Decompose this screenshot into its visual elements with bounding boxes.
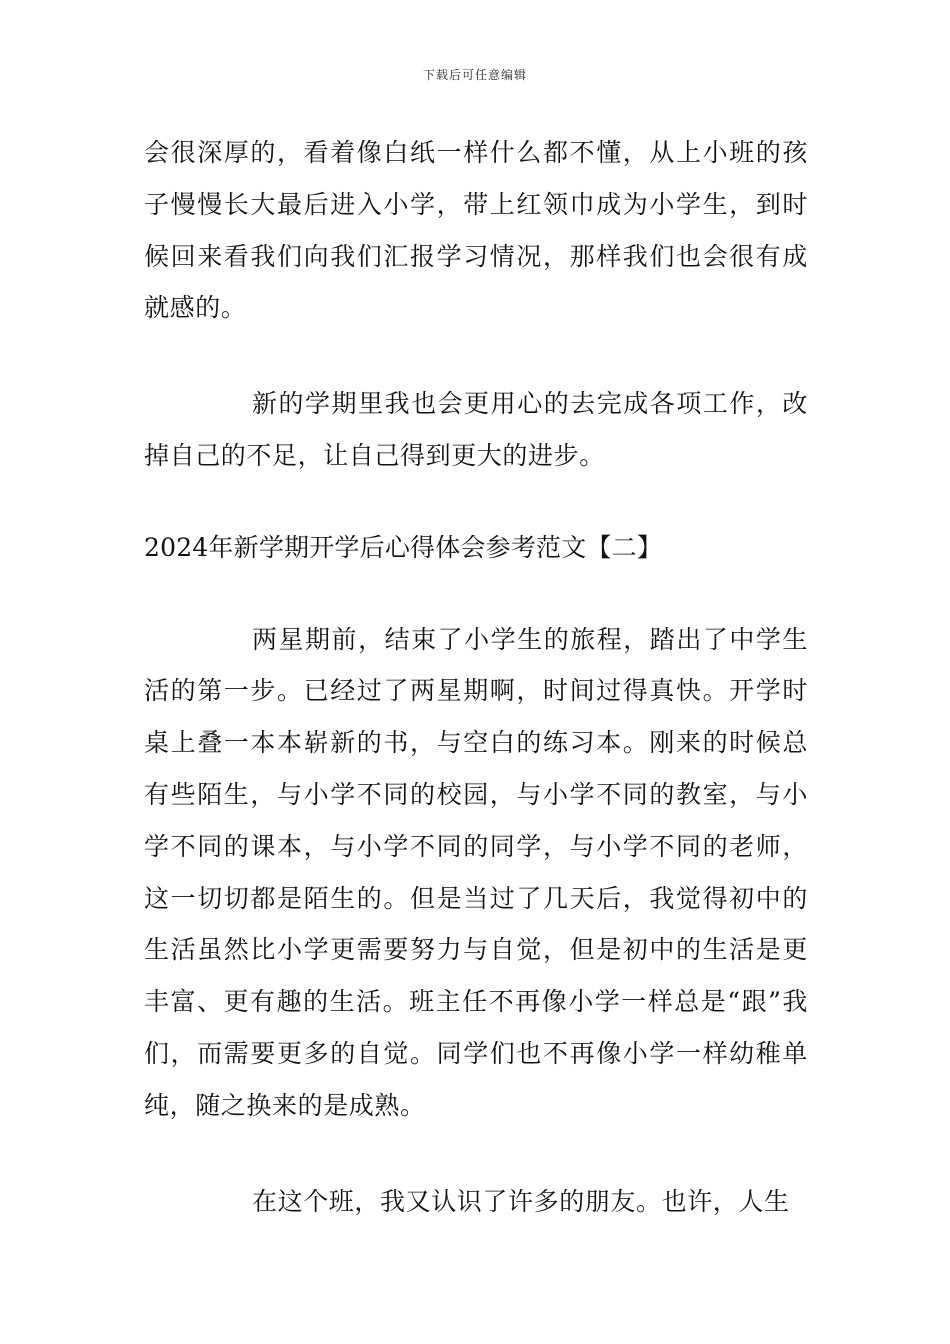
paragraph-two-weeks: 两星期前，结束了小学生的旅程，踏出了中学生活的第一步。已经过了两星期啊，时间过得真快。开学时桌上叠一本本崭新的书，与空白的练习本。刚来的时候总有些陌生，与小学不同的校园，与小学不同的教室，与小学不同的课本，与小学不同的同学，与小学不同的老师，这一切切都是陌生的。但是当过了几天后，我觉得初中的生活虽然比小学更需要努力与自觉，但是初中的生活是更丰富、更有趣的生活。班主任不再像小学一样总是“跟”我们，而需要更多的自觉。同学们也不再像小学一样幼稚单纯，随之换来的是成熟。: [144, 624, 808, 1120]
paragraph-gap: [144, 482, 808, 522]
paragraph-this-class: 在这个班，我又认识了许多的朋友。也许，人生: [252, 1186, 790, 1216]
paragraph-new-semester: 新的学期里我也会更用心的去完成各项工作，改掉自己的不足，让自己得到更大的进步。: [144, 389, 808, 470]
page-header-note: 下载后可任意编辑: [422, 68, 527, 82]
section-heading: 2024年新学期开学后心得体会参考范文【二】: [144, 532, 663, 562]
paragraph-gap: [144, 574, 808, 614]
paragraph-continued: 会很深厚的，看着像白纸一样什么都不懂，从上小班的孩子慢慢长大最后进入小学，带上红领巾成为小学生，到时候回来看我们向我们汇报学习情况，那样我们也会很有成就感的。: [144, 138, 808, 323]
paragraph-gap: [144, 334, 808, 378]
paragraph-gap: [144, 1132, 808, 1176]
document-body: [144, 127, 808, 1227]
